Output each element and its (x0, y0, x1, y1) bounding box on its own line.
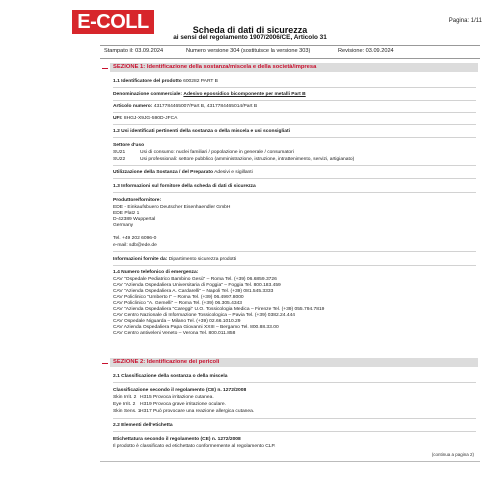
substance-use-value: Adesivi e sigillanti (214, 170, 253, 175)
su22-code: SU22 (113, 157, 126, 162)
revision-date: Revisione: 03.09.2024 (338, 48, 394, 54)
divider (113, 112, 476, 113)
emergency-line: CAV Policlinico "Umberto I" – Roma Tel. (+39) 06.4997.8000 (113, 295, 244, 300)
emergency-line: CAV Ospedale Niguarda – Milano Tel. (+39) 02.66.1010.29 (113, 319, 241, 324)
producer-line: Germany (113, 223, 134, 228)
emergency-line: CAV "Ospedale Pediatrico Bambino Gesù" – Roma Tel. (+39) 06.6859.3726 (113, 277, 277, 282)
trade-name-value: Adesivo epossidico bicomponente per metalli Part B (183, 92, 306, 97)
product-identifier-label: 1.1 Identificatore del prodotto (113, 79, 182, 84)
divider (113, 178, 476, 179)
producer-line: EDE - Einkaufsbuero Deutscher Eisenhaendler GmbH (113, 205, 231, 210)
divider (113, 165, 476, 166)
divider (113, 251, 476, 252)
trade-name-label: Denominazione commerciale: (113, 92, 183, 97)
divider (113, 87, 476, 88)
ufi-code (113, 116, 177, 122)
su22-line (113, 157, 354, 163)
hazard-line (113, 409, 254, 415)
emergency-heading: 1.4 Numero telefonico di emergenza: (113, 270, 199, 275)
divider (113, 431, 476, 432)
ufi-value: 8HGJ-X9JG-590D-JFCA (123, 116, 178, 121)
emergency-line: CAV Centro antiveleni Veneto – Verona Tel. 800.011.858 (113, 331, 236, 336)
hazard-class: Skin Irrit. 2 (113, 395, 137, 400)
divider (113, 418, 476, 419)
footer-rule (100, 461, 480, 462)
divider (113, 124, 476, 125)
emergency-line: CAV "Azienda Ospedaliera "Careggi" U.O. Tossicologia Medica – Firenze Tel. (+39) 055.794.7819 (113, 307, 325, 312)
divider (113, 137, 476, 138)
su21-text: Usi di consumo: nuclei familiari / popolazione in generale / consumatori (140, 150, 294, 155)
section-marker (102, 68, 108, 69)
divider (113, 100, 476, 101)
hazard-statement: H319 Provoca grave irritazione oculare. (140, 402, 226, 407)
meta-rule (100, 58, 480, 59)
section-2-number: SEZIONE 2: (113, 359, 146, 365)
labelling-regulation: Etichettatura secondo il regolamento (CE) n. 1272/2008 (113, 437, 241, 442)
su22-text: Usi professionali: settore pubblico (amministrazione, istruzione, intrattenimento, servizi, artigianato) (140, 157, 355, 162)
supplier-email[interactable]: e-mail: sdb@ede.de (113, 243, 157, 248)
article-number-label: Articolo numero: (113, 104, 153, 109)
e-coll-logo: E-COLL (72, 10, 154, 34)
section-1-header (110, 63, 478, 72)
continued-note: (continua a pagina 2) (431, 452, 474, 457)
document-subtitle: ai sensi del regolamento 1907/2006/CE, Articolo 31 (173, 34, 327, 41)
page-number: Pagina: 1/11 (448, 18, 482, 24)
section-2-header (110, 358, 478, 367)
su21-code: SU21 (113, 150, 126, 155)
product-identifier (113, 79, 218, 85)
su21-line (113, 150, 294, 156)
hazard-class: Skin Sens. 1 (113, 409, 141, 414)
sector-of-use-label: Settore d'uso (113, 143, 145, 148)
emergency-line: CAV "Azienda Ospedaliera Universitaria di Foggia" – Foggia Tel. 800.183.459 (113, 283, 281, 288)
emergency-line: CAV Azienda Ospedaliera Papa Giovanni XXIII – Bergamo Tel. 800.88.33.00 (113, 325, 279, 330)
information-provided-by (113, 257, 236, 263)
emergency-line: CAV Policlinico "A. Gemelli" – Roma Tel. (+39) 06.305.4343 (113, 301, 243, 306)
divider (113, 382, 476, 383)
divider (113, 192, 476, 193)
uses-heading: 1.2 Usi identificati pertinenti della sostanza o della miscela e usi sconsigliati (113, 129, 290, 134)
section-1-number: SEZIONE 1: (113, 64, 146, 70)
hazard-line (113, 402, 226, 408)
emergency-line: CAV "Azienda Ospedaliera A. Cardarelli" – Napoli Tel. (+39) 081.545.3333 (113, 289, 274, 294)
producer-line: EDE Platz 1 (113, 211, 140, 216)
information-value: Dipartimento sicurezza prodotti (168, 257, 237, 262)
label-elements-heading: 2.2 Elementi dell'etichetta (113, 423, 173, 428)
hazard-statement: H317 Può provocare una reazione allergica cutanea. (140, 409, 255, 414)
hazard-line (113, 395, 214, 401)
header-rule (100, 45, 480, 46)
printed-date: Stampato il: 03.09.2024 (104, 48, 164, 54)
supplier-heading: 1.3 Informazioni sul fornitore della scheda di dati di sicurezza (113, 184, 256, 189)
classification-heading: 2.1 Classificazione della sostanza o della miscela (113, 374, 228, 379)
substance-use-label: Utilizzazione della Sostanza / del Preparato (113, 170, 214, 175)
information-label: Informazioni fornite da: (113, 257, 168, 262)
substance-use (113, 170, 253, 176)
classification-regulation: Classificazione secondo il regolamento (CE) n. 1272/2008 (113, 388, 247, 393)
section-1-title: Identificazione della sostanza/miscela e della società/impresa (146, 64, 317, 70)
hazard-statement: H315 Provoca irritazione cutanea. (140, 395, 214, 400)
product-identifier-value: 600282 PART B (183, 79, 218, 84)
section-2-title: Identificazione dei pericoli (146, 359, 220, 365)
hazard-class: Eye Irrit. 2 (113, 402, 136, 407)
ufi-label: UFI: (113, 116, 123, 121)
producer-label: Produttore/fornitore: (113, 198, 162, 203)
supplier-telephone: Tel. +49 202 6096-0 (113, 236, 157, 241)
emergency-line: CAV Centro Nazionale di Informazione Tossicologica – Pavia Tel. (+39) 0382.24.444 (113, 313, 296, 318)
document-title: Scheda di dati di sicurezza (192, 25, 308, 35)
article-number-value: 4317784465007/Part B, 4317784465014/Part B (153, 104, 258, 109)
trade-name (113, 92, 306, 98)
producer-line: D-42389 Wuppertal (113, 217, 156, 222)
labelling-text: Il prodotto è classificato ed etichettato conformemente al regolamento CLP. (113, 444, 276, 449)
section-marker (102, 363, 108, 364)
divider (113, 265, 476, 266)
article-number (113, 104, 257, 110)
version-number: Numero versione 304 (sostituisce la versione 303) (186, 48, 311, 54)
